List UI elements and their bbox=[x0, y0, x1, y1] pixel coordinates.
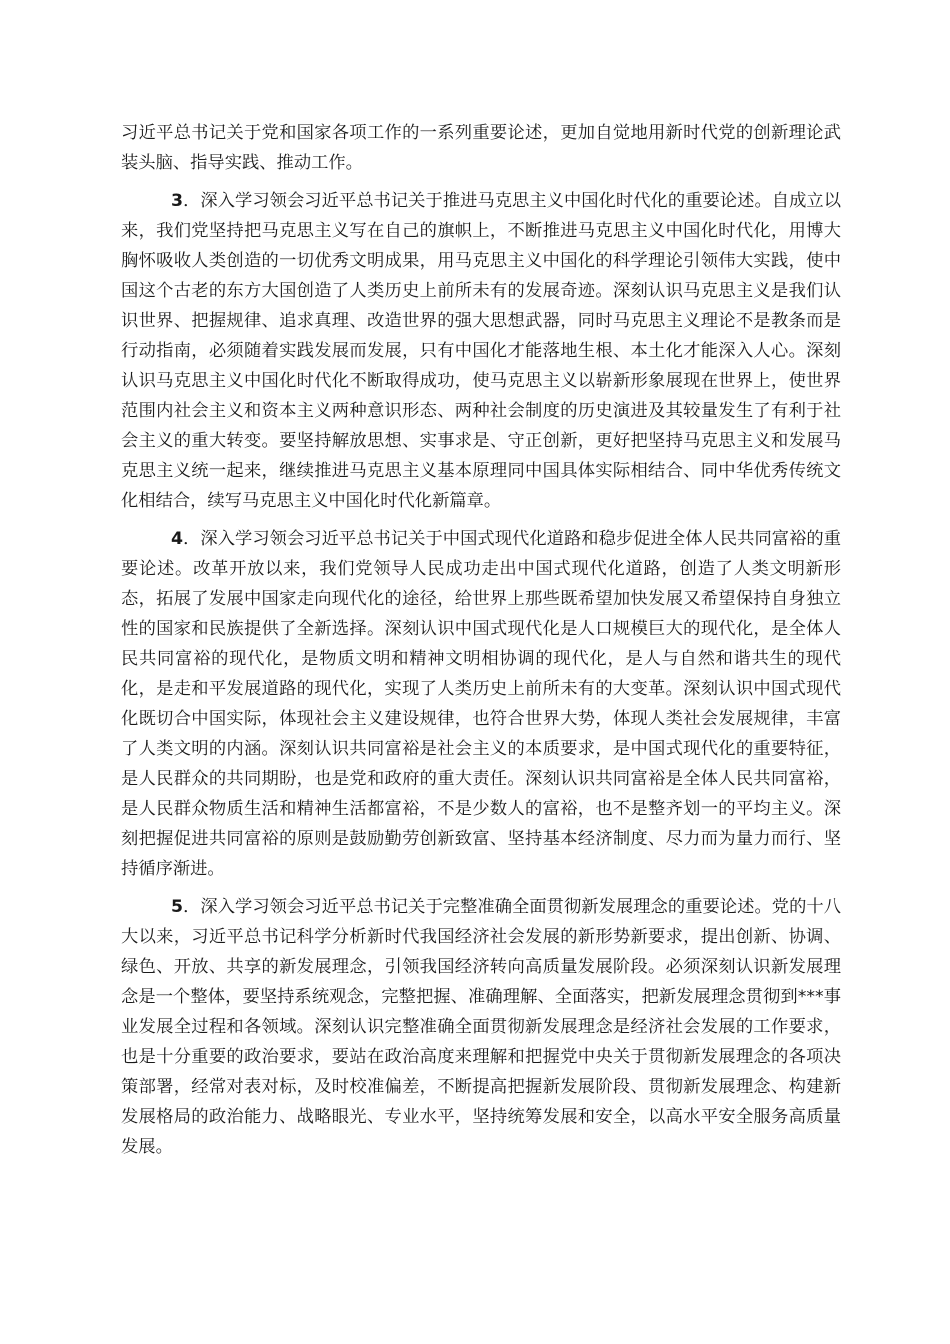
paragraph-number: 5 bbox=[171, 897, 184, 917]
paragraph-item-5 bbox=[121, 892, 841, 1162]
paragraph-number: 4 bbox=[171, 529, 184, 549]
paragraph-text: ．深入学习领会习近平总书记关于推进马克思主义中国化时代化的重要论述。自成立以来，我们党坚持把马克思主义写在自己的旗帜上，不断推进马克思主义中国化时代化，用博大胸怀吸收人类创造的一切优秀文明成果，用马克思主义中国化的科学理论引领伟大实践，使中国这个古老的东方大国创造了人类历史上前所未有的发展奇迹。深刻认识马克思主义是我们认识世界、把握规律、追求真理、改造世界的强大思想武器，同时马克思主义理论不是教条而是行动指南，必须随着实践发展而发展，只有中国化才能落地生根、本土化才能深入人心。深刻认识马克思主义中国化时代化不断取得成功，使马克思主义以崭新形象展现在世界上，使世界范围内社会主义和资本主义两种意识形态、两种社会制度的历史演进及其较量发生了有利于社会主义的重大转变。要坚持解放思想、实事求是、守正创新，更好把坚持马克思主义和发展马克思主义统一起来，继续推进马克思主义基本原理同中国具体实际相结合、同中华优秀传统文化相结合，续写马克思主义中国化时代化新篇章。 bbox=[121, 191, 841, 511]
paragraph-text: 习近平总书记关于党和国家各项工作的一系列重要论述，更加自觉地用新时代党的创新理论武装头脑、指导实践、推动工作。 bbox=[121, 123, 841, 173]
paragraph-text: ．深入学习领会习近平总书记关于中国式现代化道路和稳步促进全体人民共同富裕的重要论述。改革开放以来，我们党领导人民成功走出中国式现代化道路，创造了人类文明新形态，拓展了发展中国家走向现代化的途径，给世界上那些既希望加快发展又希望保持自身独立性的国家和民族提供了全新选择。深刻认识中国式现代化是人口规模巨大的现代化，是全体人民共同富裕的现代化，是物质文明和精神文明相协调的现代化，是人与自然和谐共生的现代化，是走和平发展道路的现代化，实现了人类历史上前所未有的大变革。深刻认识中国式现代化既切合中国实际，体现社会主义建设规律，也符合世界大势，体现人类社会发展规律，丰富了人类文明的内涵。深刻认识共同富裕是社会主义的本质要求，是中国式现代化的重要特征，是人民群众的共同期盼，也是党和政府的重大责任。深刻认识共同富裕是全体人民共同富裕，是人民群众物质生活和精神生活都富裕，不是少数人的富裕，也不是整齐划一的平均主义。深刻把握促进共同富裕的原则是鼓励勤劳创新致富、坚持基本经济制度、尽力而为量力而行、坚持循序渐进。 bbox=[121, 529, 841, 879]
paragraph-number: 3 bbox=[171, 191, 184, 211]
paragraph-item-4 bbox=[121, 524, 841, 884]
document-page bbox=[121, 118, 841, 1170]
paragraph-continuation bbox=[121, 118, 841, 178]
paragraph-text: ．深入学习领会习近平总书记关于完整准确全面贯彻新发展理念的重要论述。党的十八大以来，习近平总书记科学分析新时代我国经济社会发展的新形势新要求，提出创新、协调、绿色、开放、共享的新发展理念，引领我国经济转向高质量发展阶段。必须深刻认识新发展理念是一个整体，要坚持系统观念，完整把握、准确理解、全面落实，把新发展理念贯彻到***事业发展全过程和各领域。深刻认识完整准确全面贯彻新发展理念是经济社会发展的工作要求，也是十分重要的政治要求，要站在政治高度来理解和把握党中央关于贯彻新发展理念的各项决策部署，经常对表对标，及时校准偏差，不断提高把握新发展阶段、贯彻新发展理念、构建新发展格局的政治能力、战略眼光、专业水平，坚持统筹发展和安全，以高水平安全服务高质量发展。 bbox=[121, 897, 841, 1157]
paragraph-item-3 bbox=[121, 186, 841, 516]
